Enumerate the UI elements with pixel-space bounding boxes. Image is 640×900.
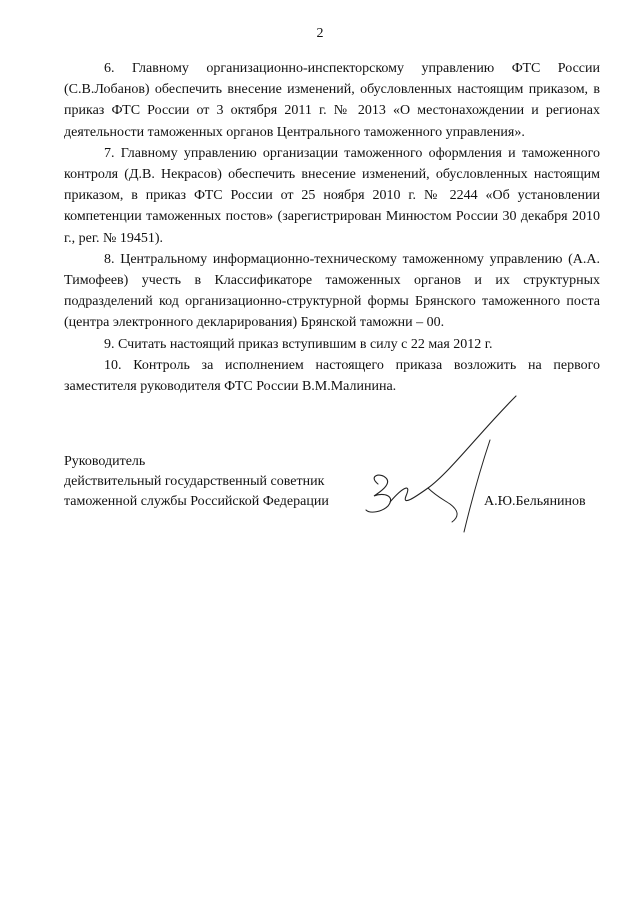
handwritten-signature bbox=[340, 392, 540, 542]
paragraph-6: 6. Главному организационно-инспекторскому управлению ФТС России (С.В.Лобанов) обеспечить внесение изменений, обусловленных настоящим приказом, в приказ ФТС России от 3 октября 2011 г. № 2013 «О местонахождении и регионах деятельности таможенных органов Центрального таможенного управления». bbox=[64, 61, 600, 140]
page-number: 2 bbox=[316, 26, 324, 41]
paragraph-10: 10. Контроль за исполнением настоящего приказа возложить на первого заместителя руководителя ФТС России В.М.Малинина. bbox=[64, 357, 600, 395]
signatory-position: Руководитель bbox=[64, 454, 146, 469]
paragraph-9: 9. Считать настоящий приказ вступившим в силу с 22 мая 2012 г. bbox=[104, 336, 493, 352]
signatory-name: А.Ю.Бельянинов bbox=[484, 494, 586, 509]
paragraph-7: 7. Главному управлению организации таможенного оформления и таможенного контроля (Д.В. Некрасов) обеспечить внесение изменений, обусловленных настоящим приказом, в приказ ФТС России от 25 ноября 2010 г. № 2244 «Об установлении компетенции таможенных постов» (зарегистрирован Минюстом России 30 декабря 2010 г., рег. № 19451). bbox=[64, 145, 600, 246]
signatory-rank: действительный государственный советник bbox=[64, 474, 325, 489]
signatory-service: таможенной службы Российской Федерации bbox=[64, 494, 329, 509]
paragraph-8: 8. Центральному информационно-техническому таможенному управлению (А.А. Тимофеев) учесть в Классификаторе таможенных органов и их структурных подразделений код организационно-структурной формы Брянского таможенного поста (центра электронного декларирования) Брянской таможни – 00. bbox=[64, 251, 600, 331]
document-body bbox=[64, 58, 600, 397]
signatory-title-block bbox=[64, 452, 329, 512]
